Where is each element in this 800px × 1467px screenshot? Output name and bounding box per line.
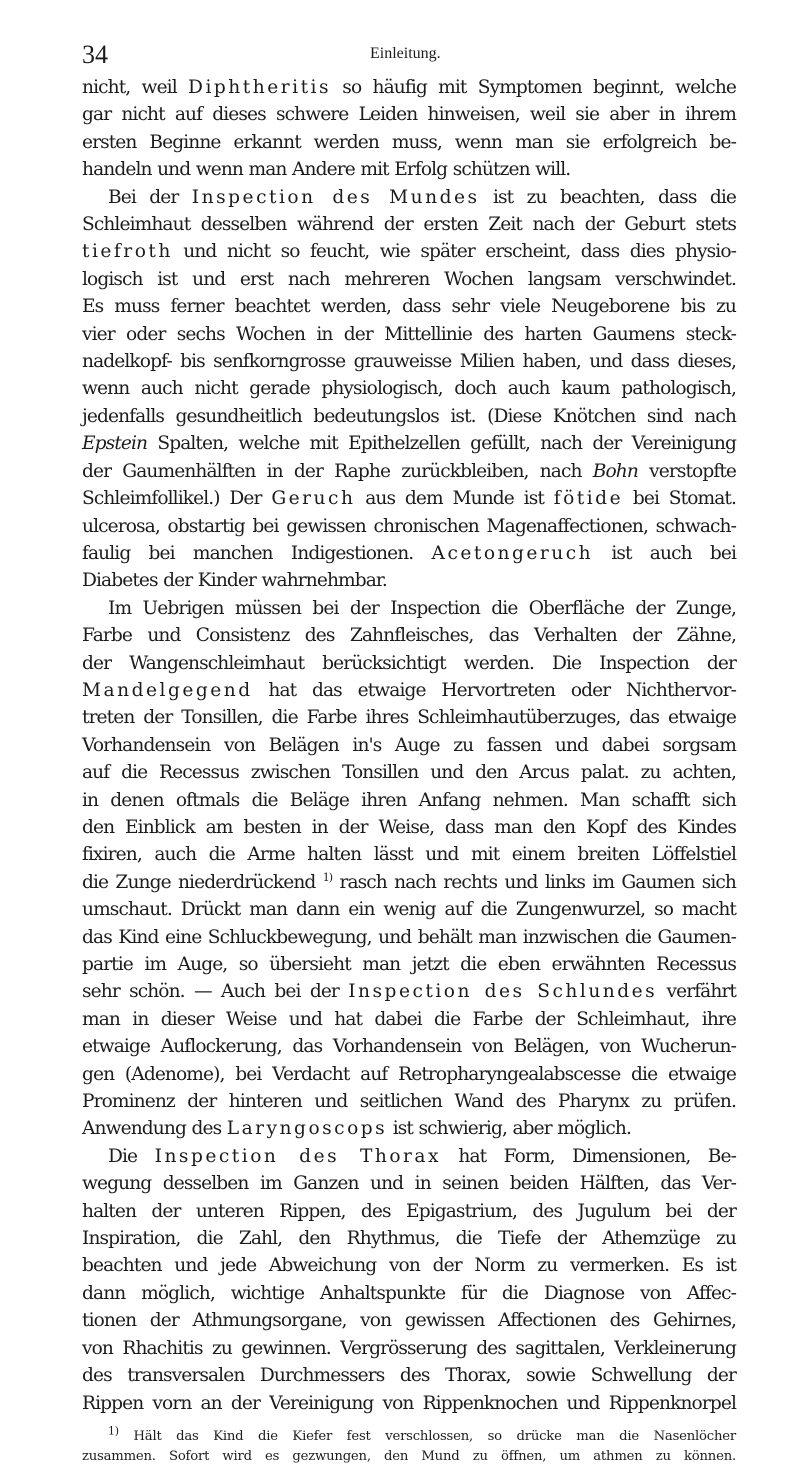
text-line: umschaut. Drückt man dann ein wenig auf die Zungenwurzel, so macht: [82, 899, 736, 921]
footnote-line: $^{1)}$ Hält das Kind die Kiefer fest verschlossen, so drücke man die Nasenlöcher: [108, 1424, 736, 1444]
text-line: tiefroth und nicht so feucht, wie später erscheint, dass dies physio-: [82, 241, 736, 263]
text-line: beachten und jede Abweichung von der Norm zu vermerken. Es ist: [82, 1255, 736, 1277]
text-line: der Wangenschleimhaut berücksichtigt werden. Die Inspection der: [82, 652, 736, 674]
text-line: sehr schön. — Auch bei der Inspection des Schlundes verfährt: [82, 981, 737, 1003]
footnote-reference: 1): [322, 870, 333, 884]
text-line: ulcerosa, obstartig bei gewissen chronischen Magenaffectionen, schwach-: [82, 515, 736, 537]
text-line: auf die Recessus zwischen Tonsillen und den Arcus palat. zu achten,: [82, 762, 736, 784]
text-line: Mandelgegend hat das etwaige Hervortreten oder Nichthervor-: [82, 679, 736, 701]
text-line: halten der unteren Rippen, des Epigastrium, des Jugulum bei der: [82, 1200, 736, 1222]
emphasis-foetide: fötide: [553, 488, 624, 510]
body-text: [82, 74, 736, 1417]
text-line: wenn auch nicht gerade physiologisch, doch auch kaum pathologisch,: [82, 378, 736, 400]
text-line: Bei der Inspection des Mundes ist zu beachten, dass die: [108, 186, 736, 208]
text-line: Farbe und Consistenz des Zahnfleisches, das Verhalten der Zähne,: [82, 625, 736, 647]
text-line: Diabetes der Kinder wahrnehmbar.: [82, 570, 387, 592]
text-line: Schleimhaut desselben während der ersten Zeit nach der Geburt stets: [82, 214, 736, 236]
text-line: den Einblick am besten in der Weise, dass man den Kopf des Kindes: [82, 816, 736, 838]
text-line: Epstein Spalten, welche mit Epithelzellen gefüllt, nach der Vereinigung: [82, 433, 736, 455]
text-line: tionen der Athmungsorgane, von gewissen Affectionen des Gehirnes,: [82, 1310, 736, 1332]
text-line: man in dieser Weise und hat dabei die Farbe der Schleimhaut, ihre: [82, 1008, 736, 1030]
emphasis-acetongeruch: Acetongeruch: [431, 542, 594, 564]
running-title: Einleitung.: [370, 45, 441, 62]
emphasis-laryngoscops: Laryngoscops: [226, 1118, 388, 1140]
text-line: gen (Adenome), bei Verdacht auf Retropharyngealabscesse die etwaige: [82, 1063, 736, 1085]
text-line: der Gaumenhälften in der Raphe zurückbleiben, nach Bohn verstopfte: [82, 460, 736, 482]
text-line: das Kind eine Schluckbewegung, und behält man inzwischen die Gaumen-: [82, 926, 736, 948]
text-line: jedenfalls gesundheitlich bedeutungslos ist. (Diese Knötchen sind nach: [82, 405, 736, 427]
text-line: partie im Auge, so übersieht man jetzt die eben erwähnten Recessus: [82, 954, 736, 975]
footnote-line: zusammen. Sofort wird es gezwungen, den Mund zu öffnen, um athmen zu können.: [82, 1448, 736, 1464]
text-line: vier oder sechs Wochen in der Mittellinie des harten Gaumens steck-: [82, 323, 736, 345]
emphasis-tiefroth: tiefroth: [82, 241, 173, 263]
text-line: dann möglich, wichtige Anhaltspunkte für die Diagnose von Affec-: [82, 1282, 736, 1304]
text-line: handeln und wenn man Andere mit Erfolg schützen will.: [82, 159, 571, 181]
page-number: 34: [82, 40, 108, 69]
text-line: in denen oftmals die Beläge ihren Anfang nehmen. Man schafft sich: [82, 789, 736, 811]
text-line: Es muss ferner beachtet werden, dass sehr viele Neugeborene bis zu: [82, 296, 736, 318]
text-line: nicht, weil Diphtheritis so häufig mit Symptomen beginnt, welche: [82, 77, 736, 98]
text-line: fixiren, auch die Arme halten lässt und mit einem breiten Löffelstiel: [82, 844, 736, 866]
text-line: Inspiration, die Zahl, den Rhythmus, die Tiefe der Athemzüge zu: [82, 1228, 736, 1250]
footnote-marker: 1): [108, 1424, 119, 1438]
footnote: [82, 1424, 736, 1467]
text-line: nadelkopf- bis senfkorngrosse grauweisse Milien haben, und dass dieses,: [82, 351, 736, 373]
text-line: Rippen vorn an der Vereinigung von Rippenknochen und Rippenknorpel: [82, 1392, 736, 1414]
emphasis-diphtheritis: Diphtheritis: [188, 77, 332, 98]
text-line: Schleimfollikel.) Der Geruch aus dem Munde ist fötide bei Stomat.: [82, 488, 736, 510]
emphasis-inspection-mundes: Inspection des Mundes: [191, 186, 480, 208]
text-line: gar nicht auf dieses schwere Leiden hinweisen, weil sie aber in ihrem: [82, 104, 736, 126]
text-line: Anwendung des Laryngoscops ist schwierig, aber möglich.: [82, 1118, 631, 1140]
text-line: des transversalen Durchmessers des Thorax, sowie Schwellung der: [82, 1365, 736, 1387]
emphasis-geruch: Geruch: [271, 488, 356, 510]
text-line: die Zunge niederdrückend $^{1)}$ rasch nach rechts und links im Gaumen sich: [82, 870, 736, 893]
text-line: ersten Beginne erkannt werden muss, wenn man sie erfolgreich be-: [82, 131, 736, 153]
text-line: logisch ist und erst nach mehreren Wochen langsam verschwindet.: [82, 268, 736, 290]
author-epstein: Epstein: [82, 433, 148, 455]
text-line: Prominenz der hinteren und seitlichen Wand des Pharynx zu prüfen.: [82, 1091, 736, 1113]
book-page: [82, 40, 736, 1467]
text-line: wegung desselben im Ganzen und in seinen beiden Hälften, das Ver-: [82, 1173, 736, 1195]
author-bohn: Bohn: [592, 460, 638, 482]
text-line: faulig bei manchen Indigestionen. Acetongeruch ist auch bei: [82, 542, 737, 564]
text-line: etwaige Auflockerung, das Vorhandensein von Belägen, von Wucherun-: [82, 1036, 736, 1058]
emphasis-inspection-thorax: Inspection des Thorax: [154, 1145, 441, 1167]
text-line: von Rhachitis zu gewinnen. Vergrösserung des sagittalen, Verkleinerung: [82, 1337, 736, 1359]
text-line: Die Inspection des Thorax hat Form, Dimensionen, Be-: [108, 1145, 736, 1167]
text-line: Vorhandensein von Belägen in's Auge zu fassen und dabei sorgsam: [82, 734, 736, 756]
emphasis-mandelgegend: Mandelgegend: [82, 679, 253, 701]
text-line: Im Uebrigen müssen bei der Inspection die Oberfläche der Zunge,: [108, 597, 736, 619]
running-head: [82, 40, 736, 74]
emphasis-inspection-schlundes: Inspection des Schlundes: [348, 981, 658, 1003]
text-line: treten der Tonsillen, die Farbe ihres Schleimhautüberzuges, das etwaige: [82, 707, 736, 729]
